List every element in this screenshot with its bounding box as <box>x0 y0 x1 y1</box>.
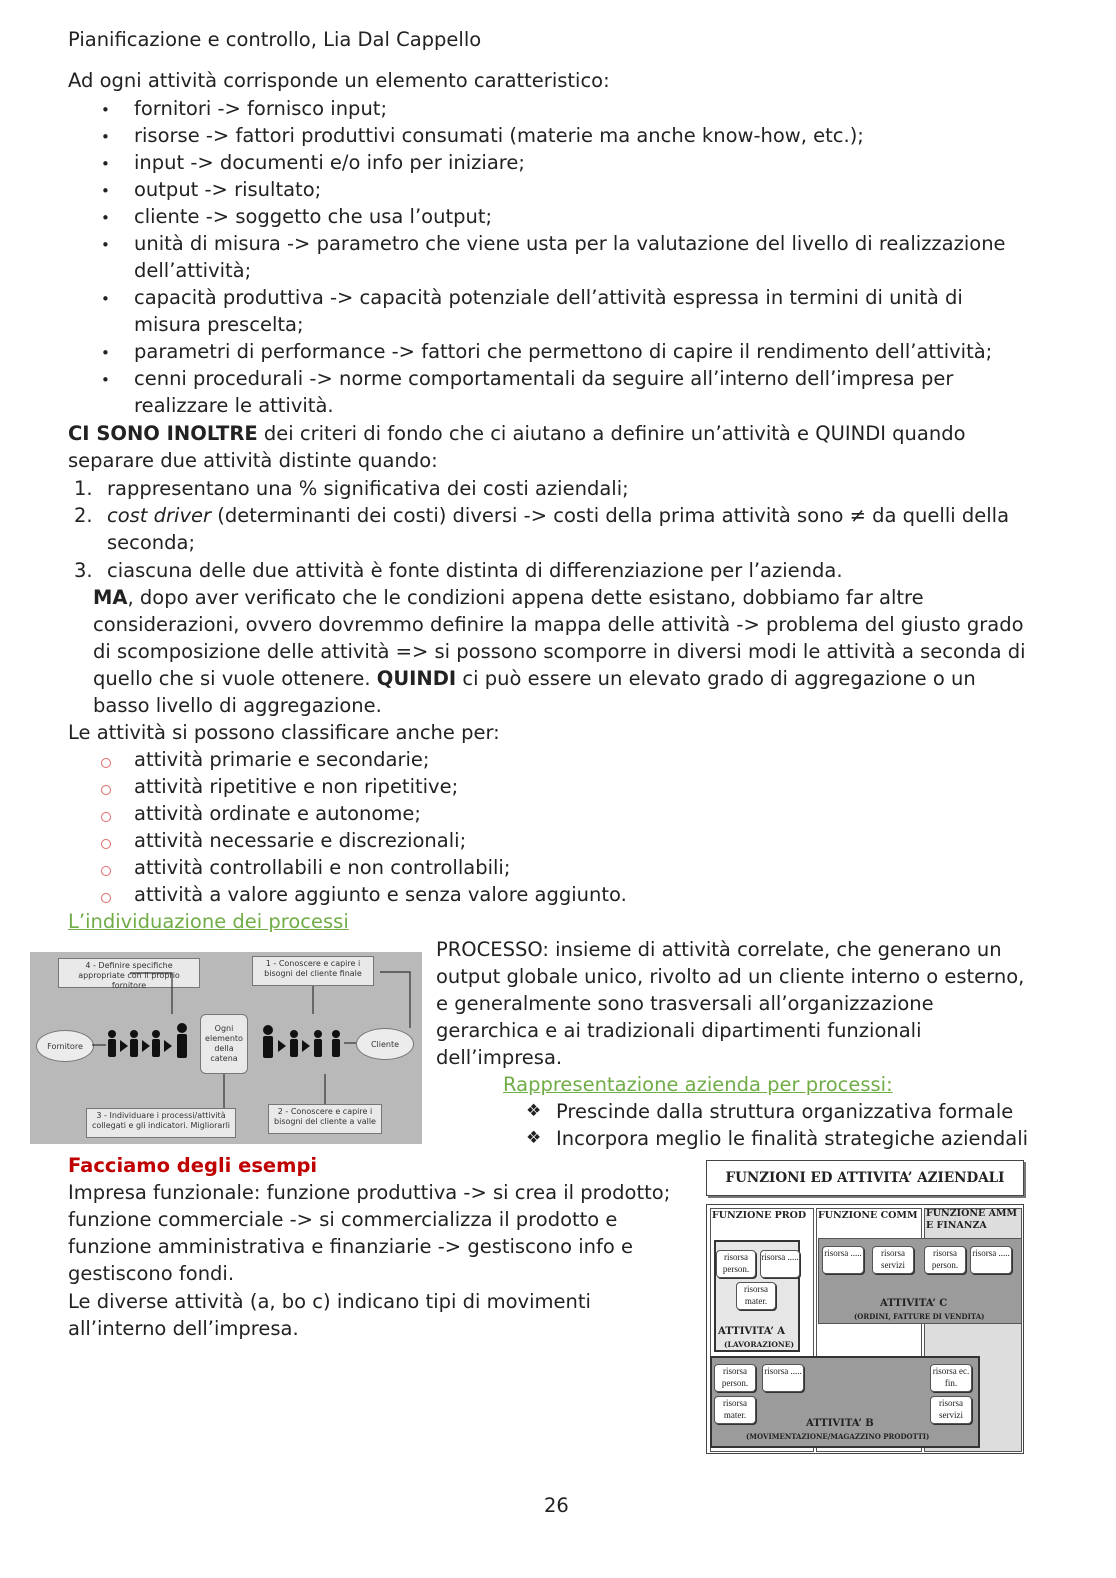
cliente-node: Cliente <box>356 1028 414 1060</box>
processi-link[interactable]: L’individuazione dei processi <box>68 910 349 933</box>
activity-sublabel: (ORDINI, FATTURE DI VENDITA) <box>854 1312 985 1321</box>
ma-line-4 <box>93 665 976 692</box>
bullet-dot: • <box>101 182 110 200</box>
circle-bullet-icon <box>101 758 111 768</box>
connector-line <box>130 973 172 1014</box>
ma-line-3: di scomposizione delle attività => si possono scomporre in diversi modi le attività a seconda di <box>93 640 1026 663</box>
criteria-paragraph <box>68 420 966 447</box>
bullet-dot: • <box>101 209 110 227</box>
esempi-heading: Facciamo degli esempi <box>68 1154 318 1177</box>
page-number: 26 <box>544 1494 569 1517</box>
esempi-line: funzione amministrativa e finanziarie -> gestiscono info e <box>68 1235 633 1258</box>
list-item: cenni procedurali -> norme comportamentali da seguire all’interno dell’impresa per <box>134 367 954 390</box>
process-arrows-svg <box>30 952 422 1144</box>
ma-line-5: basso livello di aggregazione. <box>93 694 382 717</box>
resource-box: risorsa ..... <box>970 1246 1012 1274</box>
bullet-dot: • <box>101 371 110 389</box>
diamond-bullet-icon: ❖ <box>526 1101 542 1121</box>
list-item: output -> risultato; <box>134 178 322 201</box>
processo-line: output globale unico, rivolto ad un cliente interno o esterno, <box>436 965 1025 988</box>
rappresentazione-link[interactable]: Rappresentazione azienda per processi: <box>503 1073 893 1096</box>
diamond-bullet-icon: ❖ <box>526 1128 542 1148</box>
list-item: cliente -> soggetto che usa l’output; <box>134 205 493 228</box>
list-item: attività primarie e secondarie; <box>134 748 430 771</box>
column-label: FUNZIONE PROD <box>712 1210 807 1221</box>
diagram-title: FUNZIONI ED ATTIVITA’ AZIENDALI <box>706 1160 1024 1196</box>
list-item: fornitori -> fornisco input; <box>134 97 388 120</box>
resource-box: risorsa person. <box>714 1364 756 1392</box>
list-number: 3. <box>74 559 93 582</box>
bold-text: MA <box>93 586 128 609</box>
list-item: Prescinde dalla struttura organizzativa formale <box>556 1100 1014 1123</box>
arrow-icon <box>164 1040 172 1052</box>
resource-box: risorsa ..... <box>822 1246 864 1274</box>
activity-label: ATTIVITA’ B <box>806 1418 874 1429</box>
bullet-dot: • <box>101 344 110 362</box>
bullet-dot: • <box>101 101 110 119</box>
resource-box: risorsa ..... <box>762 1364 804 1392</box>
list-item-cont: seconda; <box>107 531 196 554</box>
page-header: Pianificazione e controllo, Lia Dal Cappello <box>68 28 482 51</box>
ma-line-1 <box>93 584 924 611</box>
list-item <box>107 502 1009 529</box>
circle-bullet-icon <box>101 785 111 795</box>
arrow-icon <box>120 1040 128 1052</box>
list-item: Incorpora meglio le finalità strategiche aziendali <box>556 1127 1029 1150</box>
circle-bullet-icon <box>101 812 111 822</box>
processo-line: dell’impresa. <box>436 1046 563 1069</box>
list-item: risorse -> fattori produttivi consumati (materie ma anche know-how, etc.); <box>134 124 864 147</box>
circle-bullet-icon <box>101 893 111 903</box>
resource-box: risorsa person. <box>716 1250 756 1278</box>
resource-box: risorsa servizi <box>872 1246 914 1274</box>
resource-box: risorsa servizi <box>930 1396 972 1424</box>
activity-sublabel: (LAVORAZIONE) <box>724 1340 795 1349</box>
arrow-icon <box>302 1040 310 1052</box>
list-item: input -> documenti e/o info per iniziare; <box>134 151 525 174</box>
box-know-final-customer: 1 - Conoscere e capire i bisogni del cliente finale <box>252 956 374 986</box>
processo-line: gerarchica e ai tradizionali dipartimenti funzionali <box>436 1019 922 1042</box>
resource-box: risorsa mater. <box>714 1396 756 1424</box>
resource-box: risorsa person. <box>924 1246 966 1274</box>
ma-text: ci può essere un elevato grado di aggregazione o un <box>456 667 976 690</box>
fornitore-node: Fornitore <box>36 1030 94 1062</box>
activity-label: ATTIVITA’ A <box>718 1326 786 1337</box>
list-number: 1. <box>74 477 93 500</box>
box-know-downstream-customer: 2 - Conoscere e capire i bisogni del cliente a valle <box>268 1104 382 1134</box>
process-chain-image <box>30 952 422 1144</box>
criteria-line2: separare due attività distinte quando: <box>68 449 438 472</box>
person-icon <box>108 1030 116 1057</box>
person-icon <box>152 1030 160 1057</box>
arrow-icon <box>278 1040 286 1052</box>
list-item: parametri di performance -> fattori che permettono di capire il rendimento dell’attività; <box>134 340 993 363</box>
column-label-line: FUNZIONE AMM <box>926 1208 1018 1219</box>
person-icon <box>177 1023 187 1058</box>
column-label: FUNZIONE COMM <box>818 1210 918 1221</box>
box-identify-processes: 3 - Individuare i processi/attività collegati e gli indicatori. Migliorarli <box>86 1108 236 1138</box>
processo-line: e generalmente sono trasversali all’organizzazione <box>436 992 934 1015</box>
esempi-line: Impresa funzionale: funzione produttiva -> si crea il prodotto; <box>68 1181 671 1204</box>
italic-term: cost driver <box>107 504 212 527</box>
list-item: unità di misura -> parametro che viene usta per la valutazione del livello di realizzazione <box>134 232 1006 255</box>
list-item-cont: realizzare le attività. <box>134 394 334 417</box>
person-icon <box>263 1025 273 1058</box>
list-item: rappresentano una % significativa dei costi aziendali; <box>107 477 629 500</box>
chain-element-node: Ogni elemento della catena <box>200 1014 248 1074</box>
esempi-line: funzione commerciale -> si commercializza il prodotto e <box>68 1208 618 1231</box>
esempi-line: all’interno dell’impresa. <box>68 1317 299 1340</box>
ma-line-2: considerazioni, ovvero dovremmo definire la mappa delle attività -> problema del giusto grado <box>93 613 1024 636</box>
esempi-line: Le diverse attività (a, bo c) indicano tipi di movimenti <box>68 1290 591 1313</box>
person-icon <box>290 1030 298 1057</box>
esempi-line: gestiscono fondi. <box>68 1262 235 1285</box>
list-item-text: (determinanti dei costi) diversi -> costi della prima attività sono ≠ da quelli della <box>211 504 1010 527</box>
list-item: attività a valore aggiunto e senza valore aggiunto. <box>134 883 627 906</box>
list-item: attività ripetitive e non ripetitive; <box>134 775 459 798</box>
bold-text: CI SONO INOLTRE <box>68 422 258 445</box>
list-item: capacità produttiva -> capacità potenziale dell’attività espressa in termini di unità di <box>134 286 963 309</box>
classif-intro: Le attività si possono classificare anche per: <box>68 721 500 744</box>
bullet-dot: • <box>101 155 110 173</box>
ma-text: , dopo aver verificato che le condizioni appena dette esistano, dobbiamo far altre <box>127 586 924 609</box>
person-icon <box>130 1030 138 1057</box>
resource-box: risorsa ..... <box>760 1250 800 1278</box>
list-item-cont: misura prescelta; <box>134 313 304 336</box>
column-label <box>926 1208 1017 1232</box>
bullet-dot: • <box>101 236 110 254</box>
person-icon <box>332 1030 340 1057</box>
bullet-dot: • <box>101 290 110 308</box>
column-label-line: E FINANZA <box>926 1220 987 1231</box>
circle-bullet-icon <box>101 866 111 876</box>
bullet-dot: • <box>101 128 110 146</box>
connector-line <box>380 972 410 1028</box>
arrow-icon <box>142 1040 150 1052</box>
resource-box: risorsa mater. <box>736 1282 776 1310</box>
list-item: attività necessarie e discrezionali; <box>134 829 467 852</box>
functions-activities-diagram <box>712 1170 1032 1470</box>
list-item: attività controllabili e non controllabili; <box>134 856 511 879</box>
intro-text: Ad ogni attività corrisponde un elemento caratteristico: <box>68 69 610 92</box>
processo-line: PROCESSO: insieme di attività correlate, che generano un <box>436 938 1002 961</box>
box-define-specs: 4 - Definire specifiche appropriate con il proprio fornitore <box>58 958 200 988</box>
circle-bullet-icon <box>101 839 111 849</box>
list-item: attività ordinate e autonome; <box>134 802 421 825</box>
list-item: ciascuna delle due attività è fonte distinta di differenziazione per l’azienda. <box>107 559 843 582</box>
activity-label: ATTIVITA’ C <box>880 1298 948 1309</box>
list-number: 2. <box>74 504 93 527</box>
bold-text: QUINDI <box>376 667 457 690</box>
person-icon <box>314 1030 322 1057</box>
activity-sublabel: (MOVIMENTAZIONE/MAGAZZINO PRODOTTI) <box>746 1432 930 1441</box>
ma-text: quello che si vuole ottenere. <box>93 667 377 690</box>
resource-box: risorsa ec. fin. <box>930 1364 972 1392</box>
criteria-text: dei criteri di fondo che ci aiutano a definire un’attività e QUINDI quando <box>257 422 966 445</box>
list-item-cont: dell’attività; <box>134 259 252 282</box>
